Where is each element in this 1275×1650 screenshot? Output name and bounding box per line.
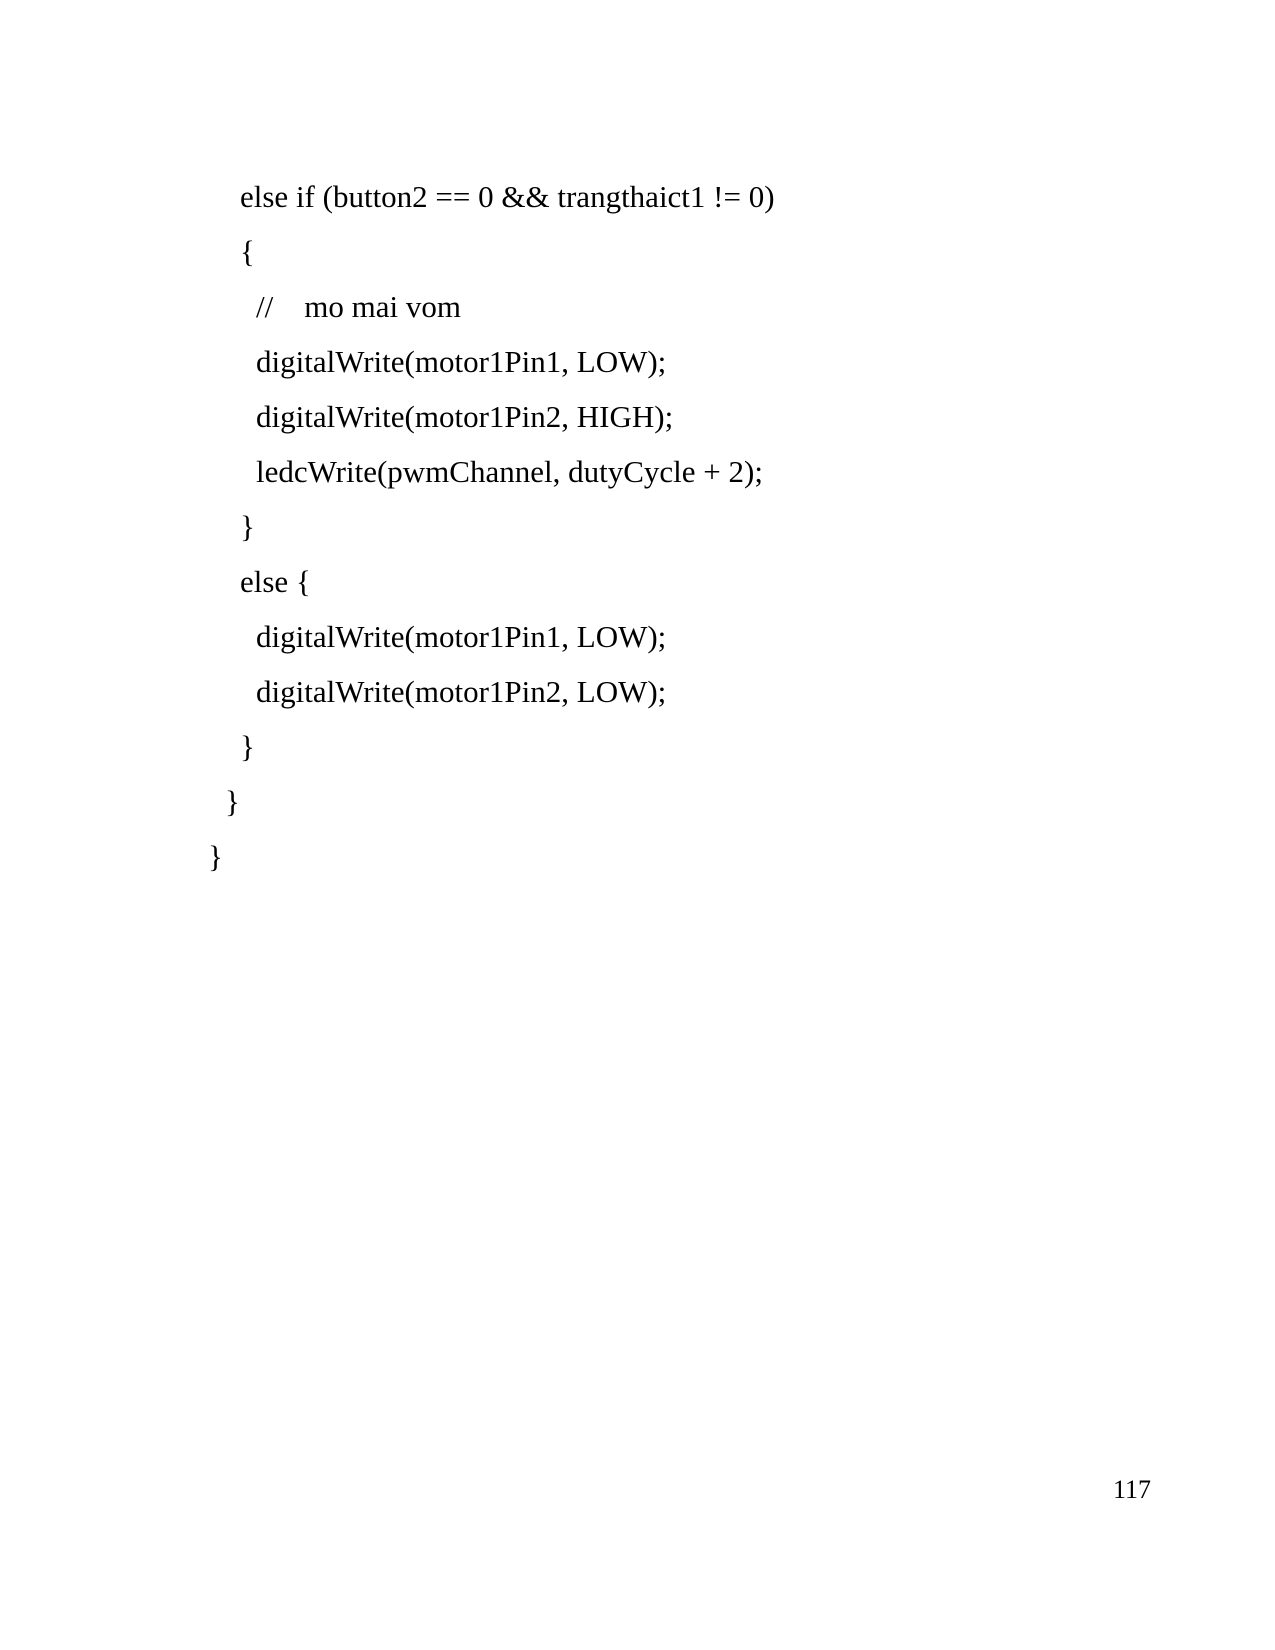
- code-line-close-brace: }: [240, 509, 255, 544]
- page-number: 117: [1113, 1475, 1152, 1504]
- code-line-ledcwrite: ledcWrite(pwmChannel, dutyCycle + 2);: [256, 454, 763, 489]
- code-line-open-brace: {: [240, 234, 255, 269]
- code-line-final-close-brace: }: [208, 839, 223, 874]
- code-line-else-close-brace: }: [240, 729, 255, 764]
- code-line-else-if: else if (button2 == 0 && trangthaict1 != 0): [240, 179, 775, 214]
- code-line-else: else {: [240, 564, 311, 599]
- code-line-digitalwrite-pin2-high: digitalWrite(motor1Pin2, HIGH);: [256, 399, 674, 434]
- code-line-comment: // mo mai vom: [256, 289, 461, 324]
- code-line-outer-close-brace: }: [225, 784, 240, 819]
- code-line-else-digitalwrite-pin1-low: digitalWrite(motor1Pin1, LOW);: [256, 619, 667, 654]
- code-line-digitalwrite-pin1-low: digitalWrite(motor1Pin1, LOW);: [256, 344, 667, 379]
- code-line-else-digitalwrite-pin2-low: digitalWrite(motor1Pin2, LOW);: [256, 674, 667, 709]
